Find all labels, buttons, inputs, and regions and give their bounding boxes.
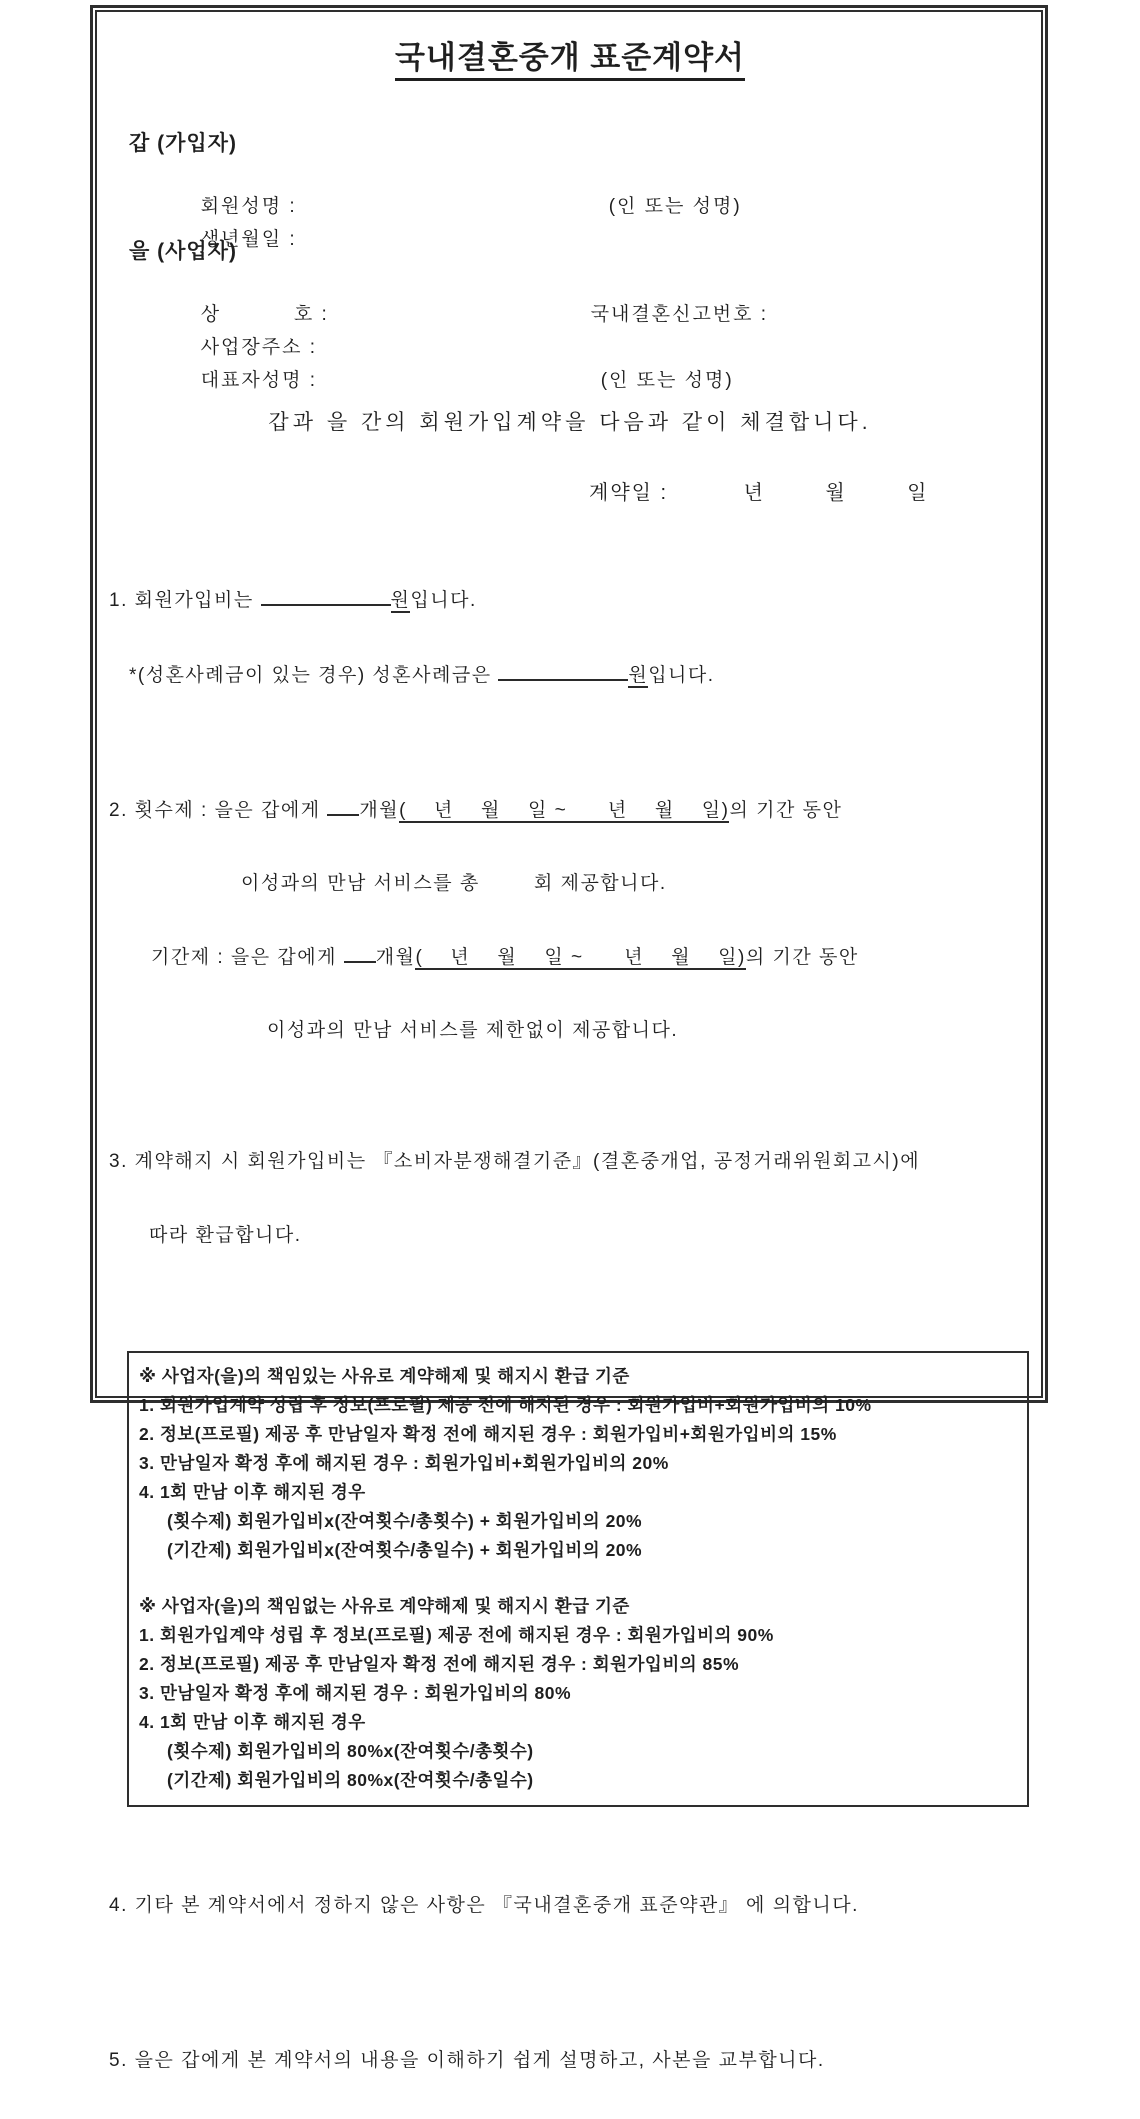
clause-1-line-2 [129,660,1031,691]
refund-group-1-item-4-count: (횟수제) 회원가입비x(잔여횟수/총횟수) + 회원가입비의 20% [167,1511,643,1531]
refund-criteria-box [127,1351,1029,1807]
clause-1-membership-fee [109,541,1031,735]
clause-2-line-1 [109,795,1031,825]
clause-2-line-2: 이성과의 만남 서비스를 총 회 제공합니다. [241,873,667,894]
company-name-label: 상 호 : [200,304,329,325]
clause-5-text: 5. 을은 갑에게 본 계약서의 내용을 이해하기 쉽게 설명하고, 사본을 교부합니다. [109,2050,825,2071]
representative-name-label: 대표자성명 : [200,370,318,391]
clause-3-line-2: 따라 환급합니다. [149,1225,302,1246]
refund-group-2-item-4-period: (기간제) 회원가입비의 80%x(잔여횟수/총일수) [167,1770,534,1790]
refund-group-1-item-1: 1. 회원가입계약 성립 후 정보(프로필) 제공 전에 해지된 경우 : 회원가입비+회원가입비의 10% [139,1395,872,1415]
clause-2-line-3-end: 의 기간 동안 [745,947,859,968]
blank-line [498,660,628,681]
clause-5-copy-delivery [109,2002,1031,2119]
refund-group-2-item-3: 3. 만남일자 확정 후에 해지된 경우 : 회원가입비의 80% [139,1683,572,1703]
clause-2-period-type-text: 기간제 : 을은 갑에게 [151,947,344,968]
clause-1-line-1 [109,585,1031,616]
refund-group-2-heading: ※ 사업자(을)의 책임없는 사유로 계약해제 및 해지시 환급 기준 [139,1596,630,1616]
birth-date-label: 생년월일 : [200,229,297,250]
blank-line [344,942,376,963]
contract-page [90,5,1048,2071]
marriage-report-number-label: 국내결혼신고번호 : [590,304,769,325]
company-name-row [157,265,1031,325]
clause-4-text: 4. 기타 본 계약서에서 정하지 않은 사항은 『국내결혼중개 표준약관』 에 의합니다. [109,1895,859,1916]
clause-1-line-2-won-text: 원 [628,665,649,686]
refund-group-1-item-3: 3. 만남일자 확정 후에 해지된 경우 : 회원가입비+회원가입비의 20% [139,1453,669,1473]
contract-date-line: 계약일 : 년 월 일 [589,482,929,504]
refund-group-1-item-4: 4. 1회 만남 이후 해지된 경우 [139,1482,366,1502]
clause-2-months-text: 개월 [359,800,400,821]
contract-statement: 갑과 을 간의 회원가입계약을 다음과 같이 체결합니다. [268,411,872,434]
clause-1-line-1-end: 입니다. [410,590,477,611]
refund-group-1-item-2: 2. 정보(프로필) 제공 후 만남일자 확정 전에 해지된 경우 : 회원가입비+회원가입비의 15% [139,1424,837,1444]
contract-page-inner-border [95,10,1043,2071]
refund-group-2-item-2: 2. 정보(프로필) 제공 후 만남일자 확정 전에 해지된 경우 : 회원가입비의 85% [139,1654,740,1674]
refund-group-2-item-1: 1. 회원가입계약 성립 후 정보(프로필) 제공 전에 해지된 경우 : 회원가입비의 90% [139,1625,774,1645]
refund-group-1-item-4-period: (기간제) 회원가입비x(잔여횟수/총일수) + 회원가입비의 20% [167,1540,643,1560]
clause-4-standard-terms [109,1847,1031,1964]
clause-2-line-3-months-text: 개월 [375,947,416,968]
clause-2-line-4: 이성과의 만남 서비스를 제한없이 제공합니다. [267,1020,679,1041]
clause-2-count-type-text: 2. 횟수제 : 을은 갑에게 [109,800,328,821]
party-b-heading: 을 (사업자) [129,240,237,263]
page-title-text: 국내결혼중개 표준계약서 [395,40,745,81]
blank-line [261,585,391,606]
clause-2-service-terms [109,751,1031,1089]
member-name-row [157,157,1031,217]
clause-3-line-1: 3. 계약해지 시 회원가입비는 『소비자분쟁해결기준』(결혼중개업, 공정거래위원회고시)에 [109,1151,921,1172]
refund-group-2-item-4: 4. 1회 만남 이후 해지된 경우 [139,1712,366,1732]
clause-1-line-1-text: 1. 회원가입비는 [109,590,261,611]
refund-group-divider [139,1565,1021,1591]
clause-2-line-1-end: 의 기간 동안 [729,800,843,821]
seal-or-name-note-2: (인 또는 성명) [600,370,734,391]
refund-group-2-item-4-count: (횟수제) 회원가입비의 80%x(잔여횟수/총횟수) [167,1741,534,1761]
seal-or-name-note: (인 또는 성명) [608,196,742,217]
clause-1-won-text: 원 [390,590,411,611]
clause-3-refund [109,1103,1031,1295]
business-address-label: 사업장주소 : [200,337,318,358]
clause-2-line-3 [151,942,1031,972]
page-title [109,32,1031,77]
blank-line [327,795,359,816]
clause-1-line-2-end: 입니다. [648,665,715,686]
refund-group-1-heading: ※ 사업자(을)의 책임있는 사유로 계약해제 및 해지시 환급 기준 [139,1366,630,1386]
clause-2-line-3-date-range-blank: ( 년 월 일 ~ 년 월 일) [415,947,746,968]
clause-1-line-2-text: *(성혼사례금이 있는 경우) 성혼사례금은 [129,665,499,686]
party-a-heading: 갑 (가입자) [129,132,237,155]
member-name-label: 회원성명 : [200,196,297,217]
clause-2-date-range-blank: ( 년 월 일 ~ 년 월 일) [399,800,730,821]
